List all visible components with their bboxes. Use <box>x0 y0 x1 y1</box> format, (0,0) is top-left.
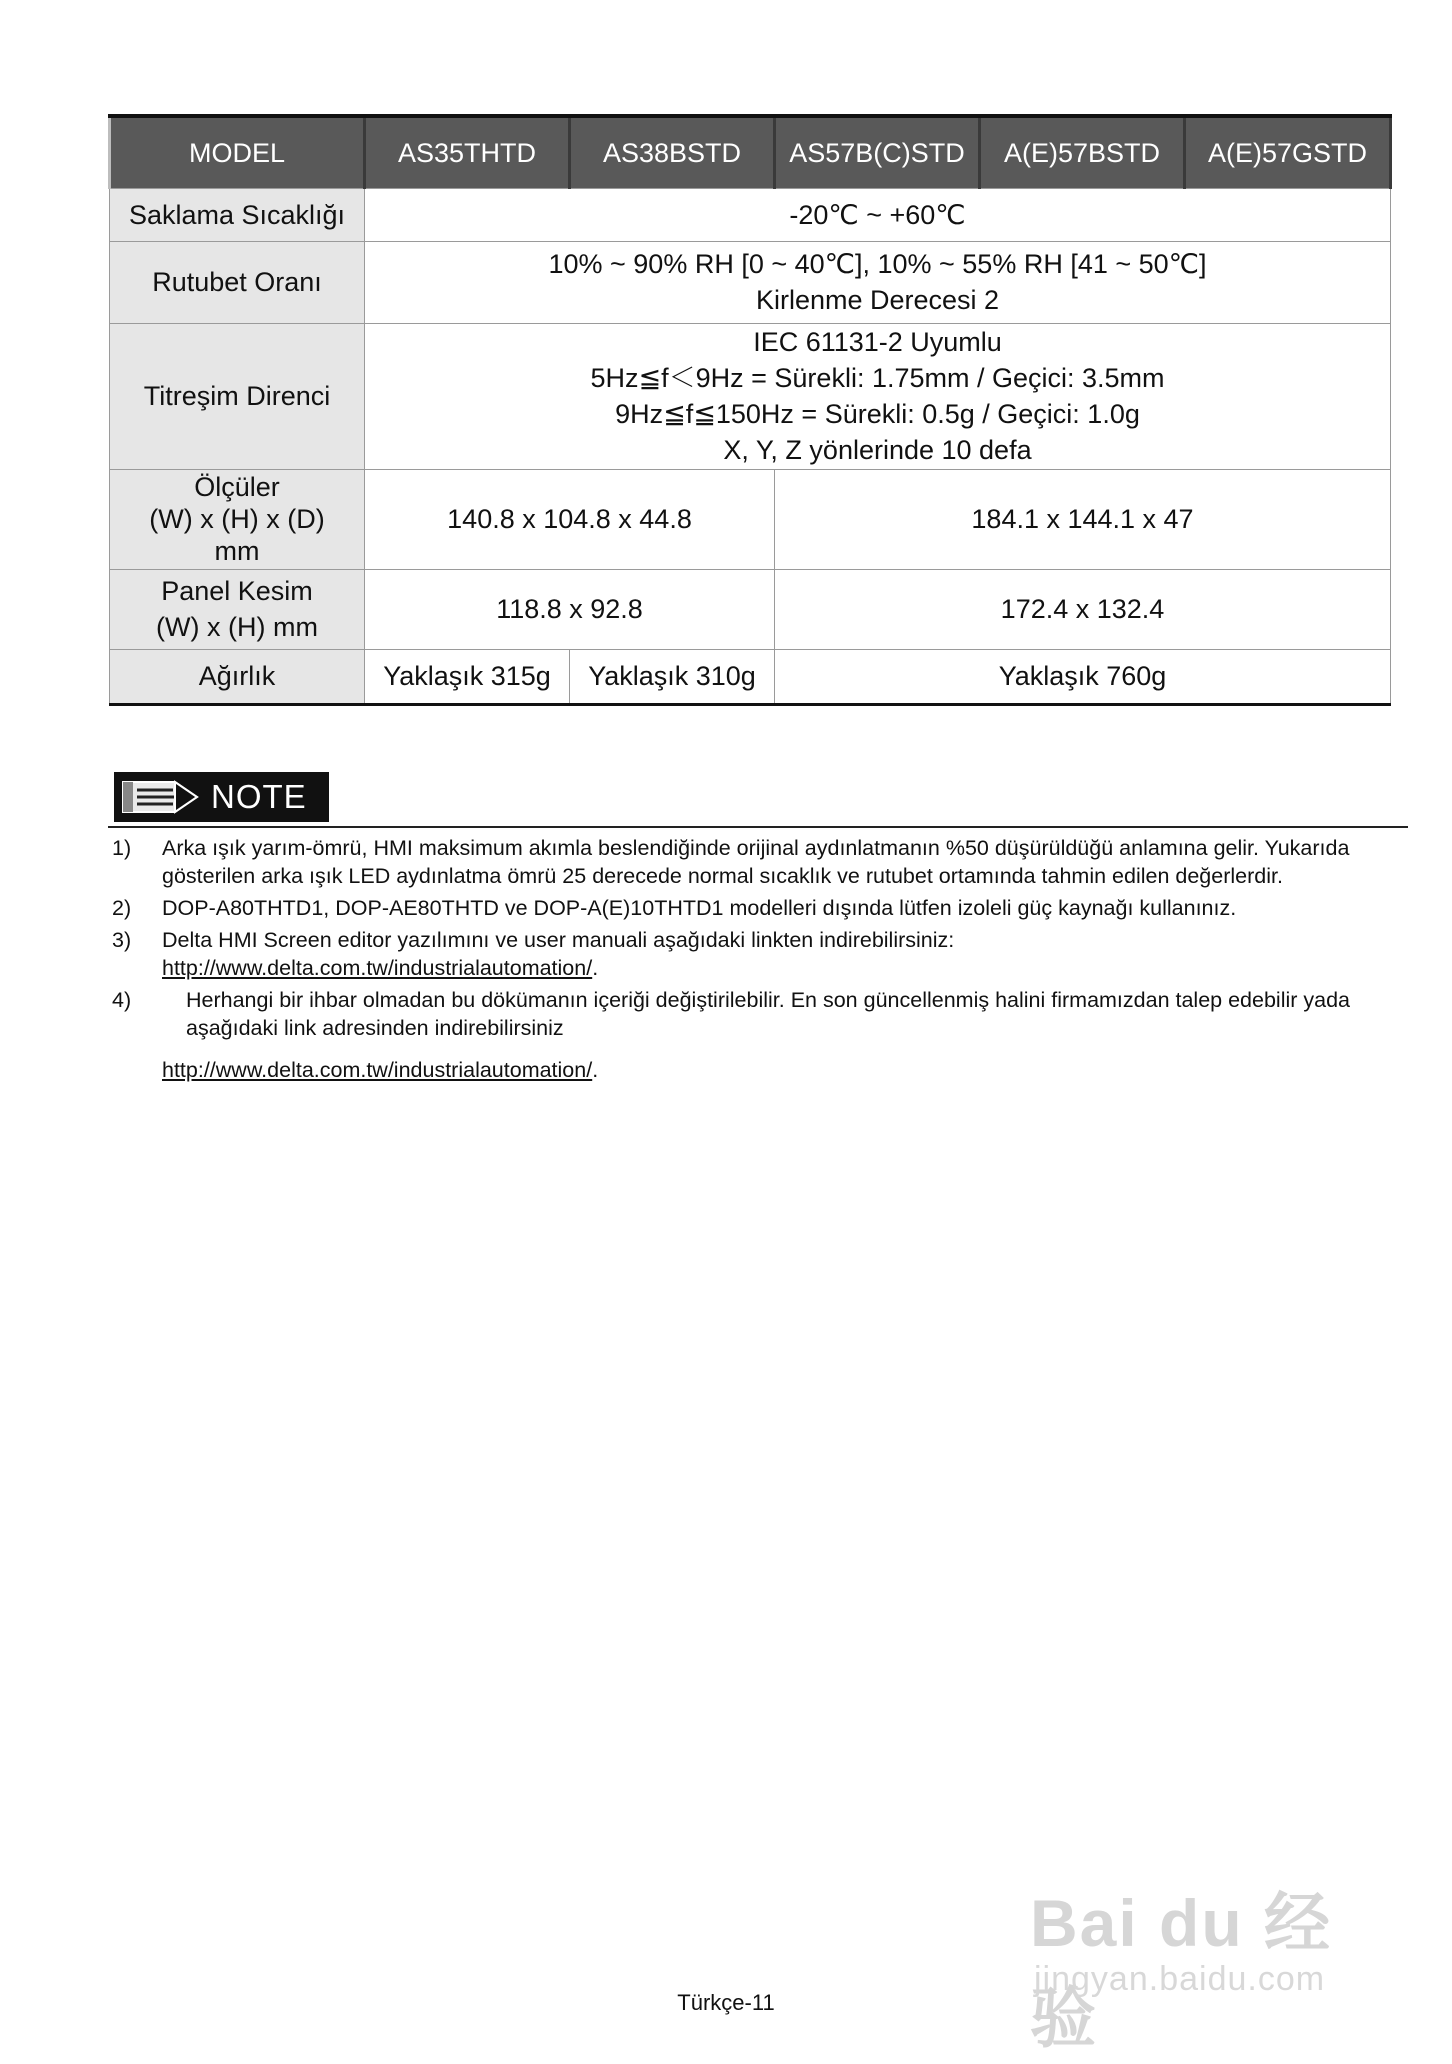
spec-table <box>108 114 1392 706</box>
table-row <box>110 649 1391 704</box>
header-model: MODEL <box>110 116 365 188</box>
humidity-line: 10% ~ 90% RH [0 ~ 40℃], 10% ~ 55% RH [41 ~ 50℃] <box>548 249 1207 279</box>
weight-label: Ağırlık <box>110 649 365 704</box>
vibration-line: X, Y, Z yönlerinde 10 defa <box>723 435 1032 465</box>
table-row <box>110 241 1391 323</box>
cutout-small: 118.8 x 92.8 <box>365 569 775 649</box>
note-item <box>112 926 1402 982</box>
cutout-label-line: Panel Kesim <box>161 576 313 606</box>
link-period: . <box>592 956 599 980</box>
dimensions-label <box>110 469 365 569</box>
vibration-value <box>365 323 1391 469</box>
note-item <box>112 986 1402 1042</box>
vibration-line: IEC 61131-2 Uyumlu <box>753 327 1002 357</box>
note-text: Arka ışık yarım-ömrü, HMI maksimum akımla beslendiğinde orijinal aydınlatmanın %50 düşürüldüğü anlamına gelir. Yukarıda gösterilen arka ışık LED aydınlatma ömrü 25 derecede normal sıcaklık ve rutubet ortamında tahmin edilen değerlerdir. <box>162 836 1350 888</box>
note-item <box>112 894 1402 922</box>
weight-as38: Yaklaşık 310g <box>570 649 775 704</box>
storage-label: Saklama Sıcaklığı <box>110 188 365 241</box>
watermark-logo: Bai du 经验 <box>1030 1886 1333 2055</box>
humidity-value <box>365 241 1391 323</box>
dimensions-small: 140.8 x 104.8 x 44.8 <box>365 469 775 569</box>
note-text: Delta HMI Screen editor yazılımını ve user manuali aşağıdaki linkten indirebilirsiniz: <box>162 928 955 952</box>
note-item <box>112 834 1402 890</box>
header-as38bstd: AS38BSTD <box>570 116 775 188</box>
humidity-line: Kirlenme Derecesi 2 <box>755 285 1000 315</box>
link-period: . <box>592 1058 599 1082</box>
cutout-label-line: (W) x (H) mm <box>156 612 318 642</box>
dimensions-label-line: (W) x (H) x (D) <box>149 504 325 534</box>
header-ae57gstd: A(E)57GSTD <box>1185 116 1391 188</box>
note-number: 3) <box>112 928 132 952</box>
note-number: 1) <box>112 836 132 860</box>
dimensions-label-line: Ölçüler <box>194 472 280 502</box>
page-number: Türkçe-11 <box>677 1990 775 2015</box>
final-link-line <box>112 1056 1402 1084</box>
table-row <box>110 323 1391 469</box>
dimensions-large: 184.1 x 144.1 x 47 <box>775 469 1391 569</box>
header-as57bcstd: AS57B(C)STD <box>775 116 980 188</box>
table-header-row <box>110 116 1391 188</box>
cutout-label <box>110 569 365 649</box>
vibration-label: Titreşim Direnci <box>110 323 365 469</box>
storage-value: -20℃ ~ +60℃ <box>365 188 1391 241</box>
note-number: 4) <box>112 988 132 1012</box>
header-as35thtd: AS35THTD <box>365 116 570 188</box>
weight-as35: Yaklaşık 315g <box>365 649 570 704</box>
humidity-label: Rutubet Oranı <box>110 241 365 323</box>
note-text: Herhangi bir ihbar olmadan bu dökümanın içeriği değiştirilebilir. En son güncellenmiş halini firmamızdan talep edebilir yada aşağıdaki link adresinden indirebilirsiniz <box>186 988 1351 1040</box>
weight-large: Yaklaşık 760g <box>775 649 1391 704</box>
update-link[interactable]: http://www.delta.com.tw/industrialautomation/ <box>162 1058 593 1082</box>
table-row <box>110 188 1391 241</box>
note-list <box>112 834 1402 1084</box>
note-divider <box>108 826 1408 828</box>
vibration-line: 5Hz≦f＜9Hz = Sürekli: 1.75mm / Geçici: 3.5mm <box>590 363 1165 393</box>
baidu-watermark <box>1020 1850 1380 2055</box>
note-badge <box>114 772 329 822</box>
dimensions-label-line: mm <box>214 536 260 566</box>
cutout-large: 172.4 x 132.4 <box>775 569 1391 649</box>
note-number: 2) <box>112 896 132 920</box>
note-label: NOTE <box>211 778 307 815</box>
table-row <box>110 569 1391 649</box>
watermark-url: jingyan.baidu.com <box>1034 1960 1326 1998</box>
table-row <box>110 469 1391 569</box>
header-ae57bstd: A(E)57BSTD <box>980 116 1185 188</box>
note-text: DOP-A80THTD1, DOP-AE80THTD ve DOP-A(E)10THTD1 modelleri dışında lütfen izoleli güç kaynağı kullanınız. <box>162 896 1237 920</box>
vibration-line: 9Hz≦f≦150Hz = Sürekli: 0.5g / Geçici: 1.0g <box>615 399 1140 429</box>
pencil-icon <box>117 775 205 819</box>
download-link[interactable]: http://www.delta.com.tw/industrialautomation/ <box>162 956 593 980</box>
